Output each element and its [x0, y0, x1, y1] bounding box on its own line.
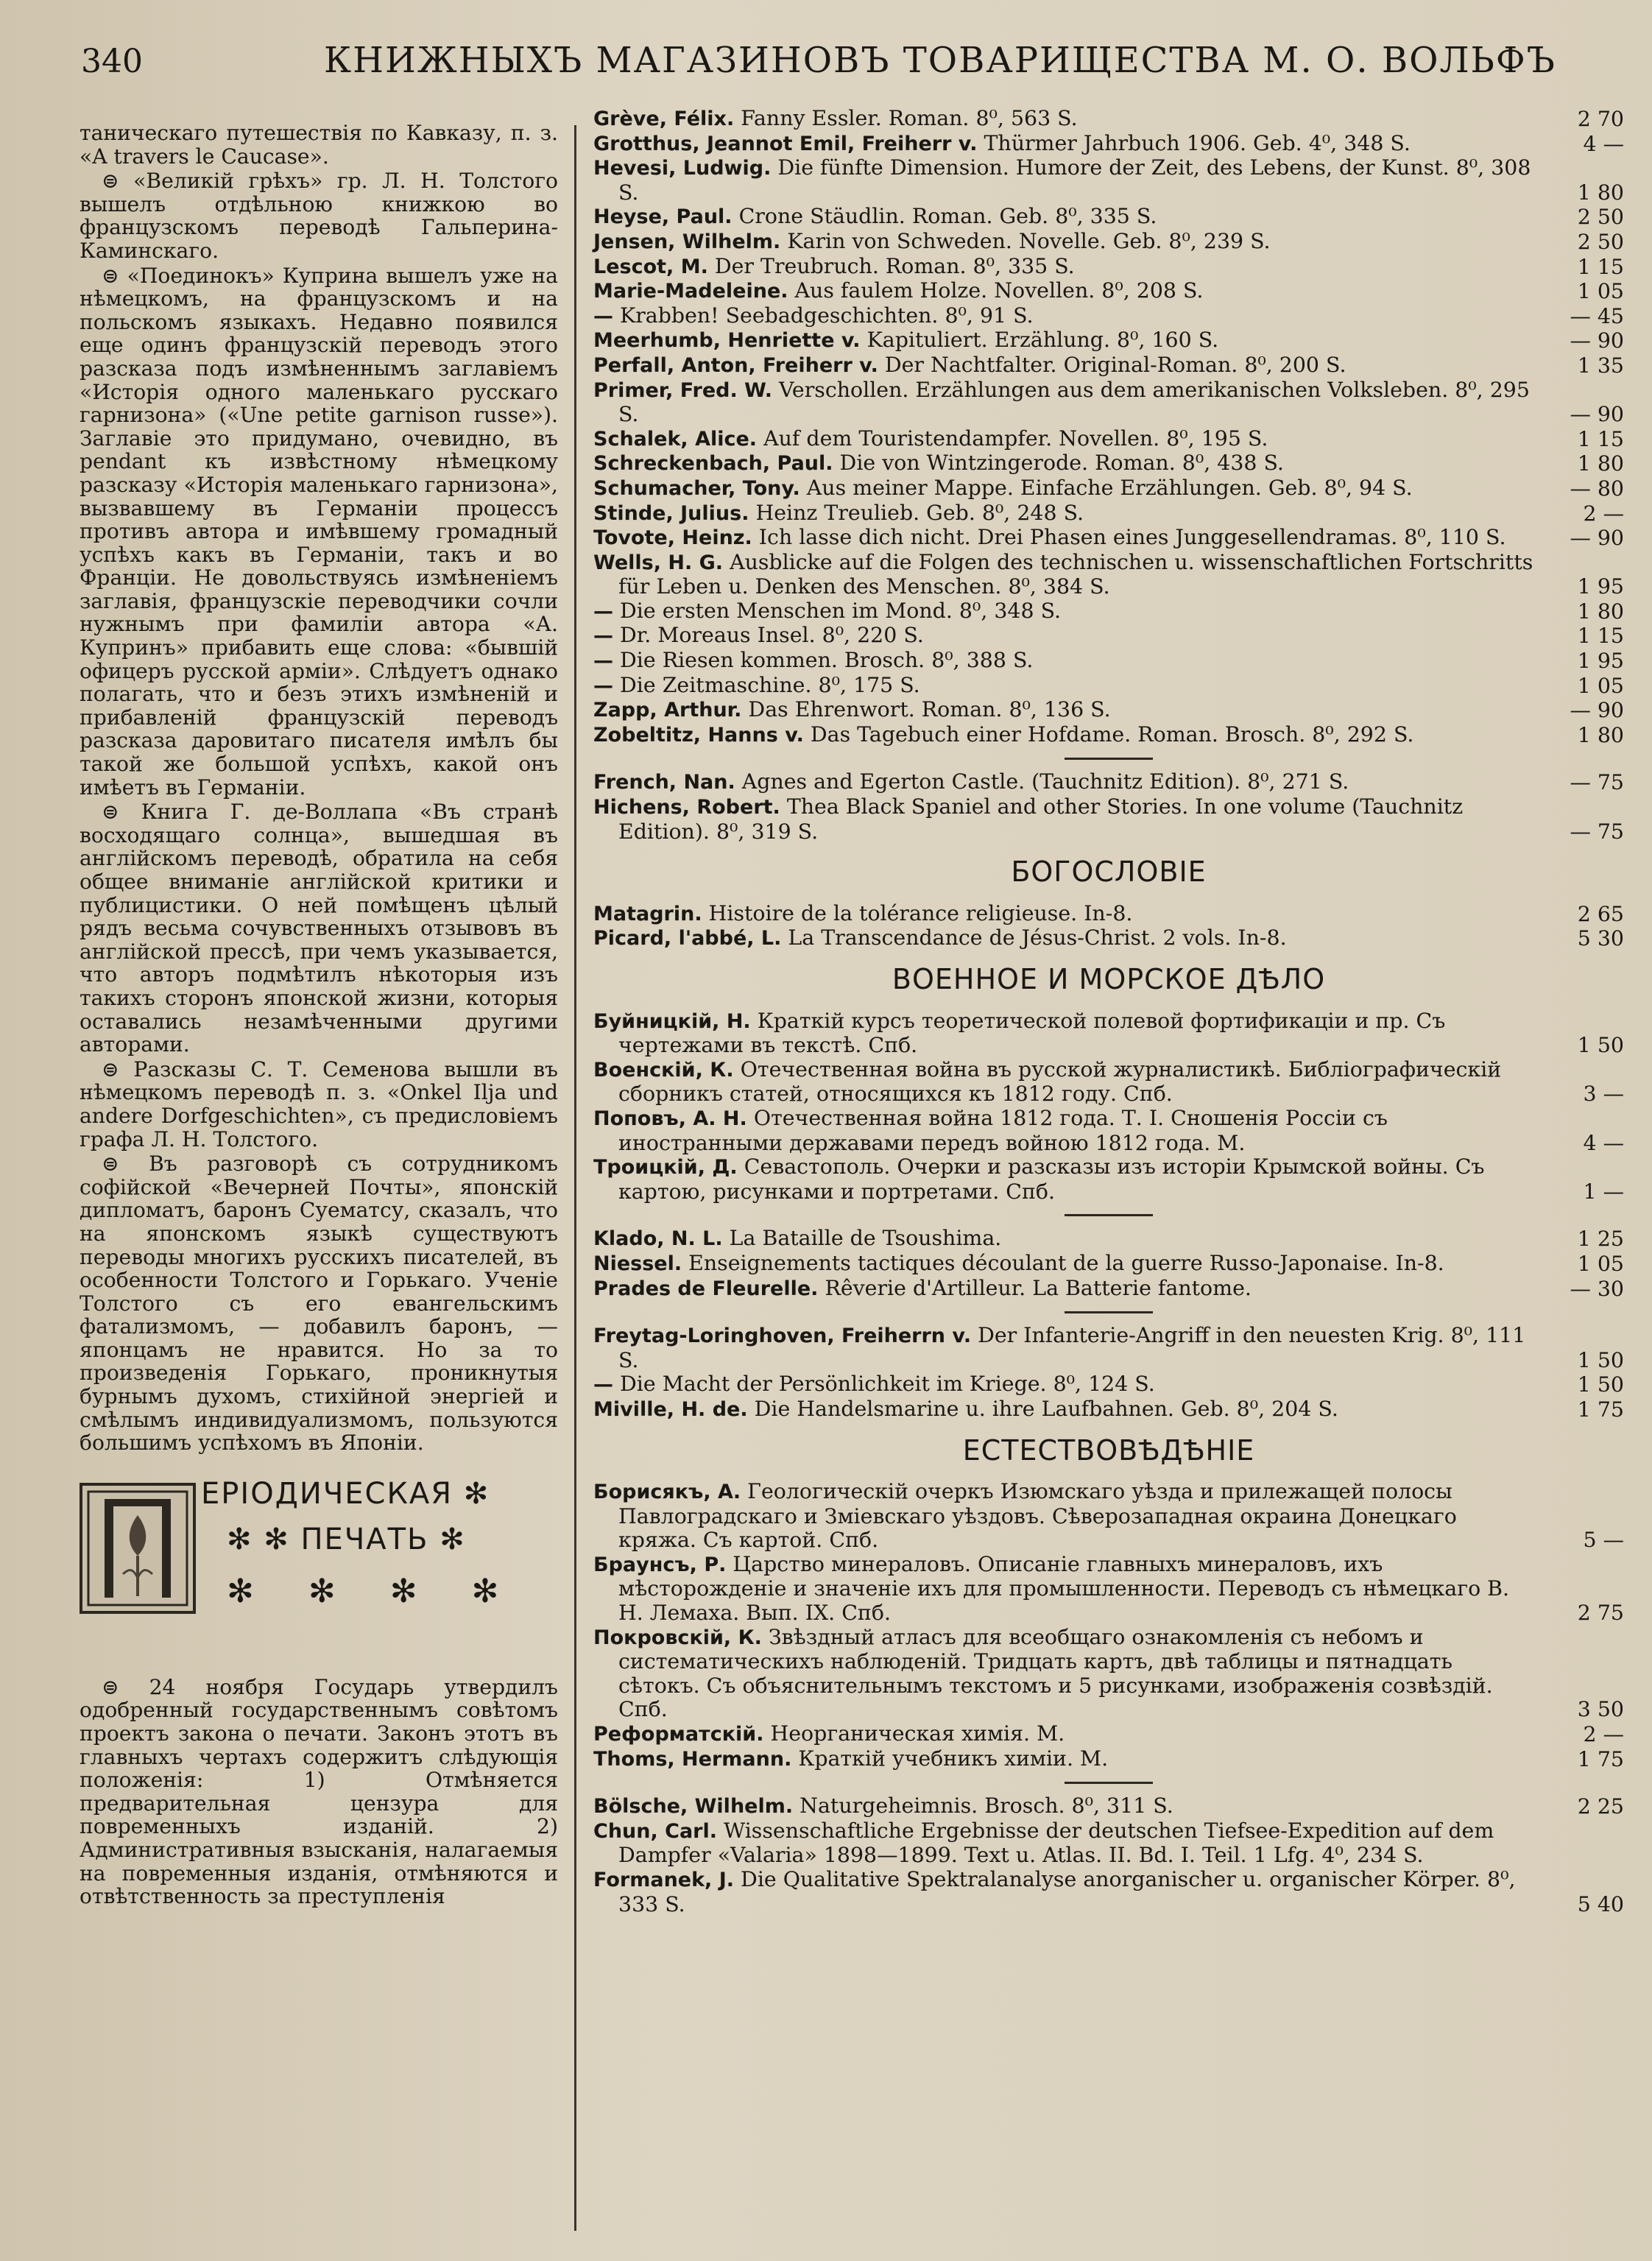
catalog-entry [593, 1252, 1624, 1277]
entry-title: Crone Stäudlin. Roman. Geb. 8⁰, 335 S. [732, 204, 1157, 229]
entry-title: Отечественная война въ русской журналистикѣ. Библіографическій сборникъ статей, относящихся къ 1812 году. Спб. [618, 1057, 1502, 1107]
entry-author: Grève, Félix. [593, 107, 735, 130]
catalog-entry [593, 1819, 1624, 1868]
news-paragraph: ⊜ Книга Г. де-Воллапа «Въ странѣ восходящаго солнца», вышедшая въ англійскомъ переводѣ, обратила на себя общее вниманіе англійской критики и публицистики. О ней помѣщенъ цѣлый рядъ весьма сочувственныхъ отзывовъ въ англійской прессѣ, при чемъ указывается, что авторъ подмѣтилъ нѣкоторыя изъ такихъ сторонъ японской жизни, которыя оставались незамѣченными другими авторами. [80, 800, 558, 1057]
entry-price: 2 — [1583, 1722, 1624, 1747]
catalog-entry [593, 902, 1624, 927]
entry-price: 2 70 [1577, 107, 1624, 131]
military-book-list-fr [593, 1227, 1624, 1301]
periodical-heading-line1: ЕРІОДИЧЕСКАЯ ✻ [201, 1476, 490, 1511]
left-column [80, 121, 558, 1910]
entry-author: Miville, H. de. [593, 1397, 748, 1421]
section-separator [1065, 1214, 1153, 1216]
entry-author: Троицкій, Д. [593, 1156, 738, 1179]
entry-author: Meerhumb, Henriette v. [593, 329, 861, 353]
entry-title: Неорганическая химія. М. [763, 1721, 1065, 1746]
catalog-entry [593, 255, 1624, 280]
entry-price: 2 50 [1577, 229, 1624, 254]
entry-price: 3 50 [1577, 1697, 1624, 1722]
entry-title: Krabben! Seebadgeschichten. 8⁰, 91 S. [613, 303, 1034, 328]
entry-title: Naturgeheimnis. Brosch. 8⁰, 311 S. [793, 1793, 1173, 1819]
catalog-entry [593, 378, 1624, 427]
catalog-entry [593, 1553, 1624, 1626]
right-column [593, 107, 1624, 1916]
catalog-entry [593, 698, 1624, 723]
catalog-entry [593, 770, 1624, 795]
entry-price: — 90 [1570, 526, 1624, 551]
catalog-entry [593, 476, 1624, 501]
entry-title: Verschollen. Erzählungen aus dem amerikanischen Volksleben. 8⁰, 295 S. [618, 377, 1530, 427]
military-book-list-ru [593, 1009, 1624, 1204]
entry-author: Marie-Madeleine. [593, 280, 788, 303]
entry-author: Picard, l'abbé, L. [593, 927, 782, 950]
entry-title: Heinz Treulieb. Geb. 8⁰, 248 S. [749, 500, 1084, 525]
theology-book-list [593, 902, 1624, 951]
entry-title: Звѣздный атласъ для всеобщаго ознакомленія съ небомъ и систематическихъ наблюденій. Тридцать картъ, двѣ таблицы и пятнадцать сѣтокъ. Съ объяснительнымъ текстомъ и 5 рисунками, изображенія созвѣздій. Спб. [618, 1624, 1493, 1722]
entry-author: — [593, 304, 613, 328]
entry-author: Prades de Fleurelle. [593, 1277, 819, 1300]
entry-price: 2 — [1583, 501, 1624, 526]
entry-author: Hevesi, Ludwig. [593, 157, 772, 180]
entry-price: 4 — [1583, 131, 1624, 156]
entry-title: La Transcendance de Jésus-Christ. 2 vols. In-8. [781, 925, 1287, 950]
catalog-entry [593, 723, 1624, 748]
catalog-entry [593, 156, 1624, 205]
entry-price: 4 — [1583, 1130, 1624, 1155]
entry-author: Tovote, Heinz. [593, 526, 752, 550]
entry-author: — [593, 1373, 613, 1397]
entry-title: Dr. Moreaus Insel. 8⁰, 220 S. [613, 623, 924, 648]
entry-price: 2 65 [1577, 901, 1624, 926]
entry-title: Fanny Essler. Roman. 8⁰, 563 S. [734, 106, 1078, 130]
news-paragraph: ⊜ «Великій грѣхъ» гр. Л. Н. Толстого вышелъ отдѣльною книжкою во французскомъ переводѣ Гальперина-Каминскаго. [80, 169, 558, 263]
catalog-entry [593, 526, 1624, 551]
entry-price: 1 15 [1577, 624, 1624, 649]
page-number: 340 [81, 43, 143, 80]
catalog-entry [593, 795, 1624, 844]
english-book-list [593, 770, 1624, 844]
catalog-entry [593, 1009, 1624, 1058]
periodical-heading-line2: ✻ ✻ ПЕЧАТЬ ✻ [227, 1522, 466, 1556]
entry-price: 1 80 [1577, 722, 1624, 747]
catalog-entry [593, 1227, 1624, 1252]
catalog-entry [593, 107, 1624, 132]
science-book-list-de [593, 1794, 1624, 1916]
entry-title: Auf dem Touristendampfer. Novellen. 8⁰, 195 S. [757, 426, 1268, 451]
catalog-entry [593, 1747, 1624, 1772]
entry-title: Die Qualitative Spektralanalyse anorganischer u. organischer Körper. 8⁰, 333 S. [618, 1867, 1516, 1916]
entry-price: 1 — [1583, 1179, 1624, 1204]
entry-title: Краткій курсъ теоретической полевой фортификаціи и пр. Съ чертежами въ текстѣ. Спб. [618, 1008, 1446, 1058]
entry-price: 1 95 [1577, 649, 1624, 674]
entry-price: 5 40 [1577, 1891, 1624, 1916]
entry-price: 1 25 [1577, 1227, 1624, 1252]
entry-price: 1 80 [1577, 180, 1624, 205]
entry-author: Поповъ, А. Н. [593, 1107, 747, 1130]
catalog-entry [593, 1480, 1624, 1553]
entry-price: — 45 [1570, 303, 1624, 328]
entry-price: — 90 [1570, 698, 1624, 723]
entry-author: Schreckenbach, Paul. [593, 452, 833, 476]
catalog-entry [593, 1722, 1624, 1747]
catalog-entry [593, 205, 1624, 230]
entry-author: Zapp, Arthur. [593, 699, 742, 722]
entry-price: 2 75 [1577, 1601, 1624, 1626]
entry-price: 5 — [1583, 1528, 1624, 1553]
news-paragraph: таническаго путешествія по Кавказу, п. з. «A travers le Caucase». [80, 121, 558, 169]
entry-title: Enseignements tactiques découlant de la guerre Russo-Japonaise. In-8. [682, 1250, 1444, 1275]
entry-price: 1 75 [1577, 1397, 1624, 1422]
entry-title: Геологическій очеркъ Изюмскаго уѣзда и прилежащей полосы Павлоградскаго и Зміевскаго уѣздовъ. Сѣверозападная окраина Донецкаго кряжа. Съ картой. Спб. [618, 1479, 1457, 1553]
section-heading-theology: БОГОСЛОВІЕ [1011, 856, 1207, 889]
entry-title: Die von Wintzingerode. Roman. 8⁰, 438 S. [833, 451, 1284, 476]
entry-price: 1 05 [1577, 673, 1624, 698]
entry-title: Das Tagebuch einer Hofdame. Roman. Brosch. 8⁰, 292 S. [803, 722, 1414, 747]
entry-author: Lescot, M. [593, 255, 708, 278]
entry-price: 1 05 [1577, 1251, 1624, 1276]
catalog-entry [593, 1107, 1624, 1155]
entry-price: 1 95 [1577, 574, 1624, 599]
entry-author: Буйницкій, Н. [593, 1009, 751, 1033]
entry-title: Der Treubruch. Roman. 8⁰, 335 S. [707, 253, 1075, 278]
catalog-entry [593, 328, 1624, 353]
entry-author: Покровскій, К. [593, 1626, 762, 1649]
entry-author: — [593, 674, 613, 697]
entry-price: 1 80 [1577, 451, 1624, 476]
catalog-entry [593, 1868, 1624, 1916]
entry-author: Perfall, Anton, Freiherr v. [593, 353, 878, 377]
entry-price: 2 25 [1577, 1794, 1624, 1819]
catalog-entry [593, 1397, 1624, 1422]
military-book-list-de [593, 1324, 1624, 1422]
entry-title: Thürmer Jahrbuch 1906. Geb. 4⁰, 348 S. [977, 130, 1411, 155]
ornamental-initial-p-icon [80, 1483, 196, 1614]
page-header [81, 35, 1627, 87]
entry-title: Der Infanterie-Angriff in den neuesten Krig. 8⁰, 111 S. [618, 1323, 1526, 1372]
entry-author: Niessel. [593, 1252, 682, 1275]
entry-title: Отечественная война 1812 года. Т. I. Сношенія Россіи съ иностранными державами передъ войною 1812 года. М. [618, 1105, 1388, 1155]
entry-price: 2 50 [1577, 205, 1624, 230]
news-paragraph: ⊜ Разсказы С. Т. Семенова вышли въ нѣмецкомъ переводѣ п. з. «Onkel Ilja und andere Dorfgeschichten», съ предисловіемъ графа Л. Н. Толстого. [80, 1057, 558, 1151]
entry-price: 1 05 [1577, 279, 1624, 304]
entry-title: Karin von Schweden. Novelle. Geb. 8⁰, 239 S. [780, 228, 1271, 253]
entry-title: Ich lasse dich nicht. Drei Phasen eines Junggesellendramas. 8⁰, 110 S. [752, 525, 1506, 550]
entry-title: Kapituliert. Erzählung. 8⁰, 160 S. [860, 328, 1219, 353]
catalog-entry [593, 1324, 1624, 1372]
catalog-entry [593, 1058, 1624, 1107]
entry-author: Stinde, Julius. [593, 501, 749, 525]
entry-price: 5 30 [1577, 926, 1624, 951]
entry-title: Wissenschaftliche Ergebnisse der deutschen Tiefsee-Expedition auf dem Dampfer «Valaria» 1898—1899. Text u. Atlas. II. Bd. I. Teil. 1 Lfg. 4⁰, 234 S. [618, 1818, 1494, 1868]
entry-title: Die Riesen kommen. Brosch. 8⁰, 388 S. [613, 648, 1034, 673]
entry-author: Schumacher, Tony. [593, 476, 800, 500]
catalog-entry [593, 674, 1624, 699]
catalog-entry [593, 599, 1624, 624]
news-paragraph: ⊜ «Поединокъ» Куприна вышелъ уже на нѣмецкомъ, на французскомъ и на польскомъ языкахъ. Недавно появился еще одинъ французскій переводъ этого разсказа подъ измѣненнымъ заглавіемъ «Исторія одного маленькаго русскаго гарнизона» («Une petite garnison russe»). Заглавіе это придумано, очевидно, въ pendant къ извѣстному нѣмецкому разсказу «Исторія маленькаго гарнизона», вызвавшему въ Германіи процессъ противъ автора и имѣвшему громадный успѣхъ какъ въ Германіи, такъ и во Франціи. Не довольствуясь измѣненіемъ заглавія, французскіе переводчики сочли нужнымъ при фамиліи автора «А. Купринъ» прибавить еще слова: «бывшій офицеръ русской арміи». Слѣдуетъ однако полагать, что и безъ этихъ измѣненій и прибавленій французскій переводъ разсказа даровитаго писателя имѣлъ бы такой же большой успѣхъ, какой онъ имѣетъ въ Германіи. [80, 263, 558, 800]
section-separator [1065, 1782, 1153, 1784]
entry-author: Chun, Carl. [593, 1819, 717, 1843]
entry-author: Борисякъ, А. [593, 1481, 741, 1504]
entry-author: Formanek, J. [593, 1869, 735, 1891]
entry-title: La Bataille de Tsoushima. [722, 1226, 1002, 1251]
entry-author: Heyse, Paul. [593, 205, 733, 229]
running-title: КНИЖНЫХЪ МАГАЗИНОВЪ ТОВАРИЩЕСТВА М. О. ВОЛЬФЪ [324, 40, 1556, 81]
catalog-entry [593, 649, 1624, 674]
entry-price: 1 50 [1577, 1347, 1624, 1372]
entry-author: French, Nan. [593, 771, 735, 794]
catalog-entry [593, 427, 1624, 452]
entry-title: Das Ehrenwort. Roman. 8⁰, 136 S. [741, 697, 1111, 722]
entry-author: Hichens, Robert. [593, 796, 780, 819]
section-separator [1065, 758, 1153, 760]
entry-title: Der Nachtfalter. Original-Roman. 8⁰, 200 S. [878, 352, 1346, 377]
catalog-entry [593, 304, 1624, 329]
entry-author: Grotthus, Jeannot Emil, Freiherr v. [593, 132, 978, 155]
entry-price: 1 15 [1577, 426, 1624, 451]
catalog-entry [593, 230, 1624, 255]
entry-price: 1 75 [1577, 1746, 1624, 1771]
entry-title: Севастополь. Очерки и разсказы изъ исторіи Крымской войны. Съ картою, рисунками и портретами. Спб. [618, 1154, 1485, 1204]
science-book-list-ru [593, 1480, 1624, 1771]
entry-author: Jensen, Wilhelm. [593, 230, 781, 253]
entry-title: Aus meiner Mappe. Einfache Erzählungen. Geb. 8⁰, 94 S. [799, 475, 1413, 500]
entry-author: Matagrin. [593, 902, 702, 925]
entry-title: Aus faulem Holze. Novellen. 8⁰, 208 S. [788, 278, 1204, 303]
periodical-heading-line3: ✻ ✻ ✻ ✻ [227, 1572, 521, 1610]
entry-author: Wells, H. G. [593, 551, 724, 574]
entry-title: Краткій учебникъ химіи. М. [791, 1746, 1109, 1771]
catalog-entry [593, 624, 1624, 649]
entry-author: — [593, 649, 613, 673]
entry-price: 1 50 [1577, 1372, 1624, 1397]
catalog-entry [593, 279, 1624, 304]
catalog-entry [593, 132, 1624, 157]
periodical-heading [80, 1477, 558, 1661]
entry-price: 1 80 [1577, 599, 1624, 624]
entry-title: Histoire de la tolérance religieuse. In-8. [702, 900, 1133, 925]
entry-price: — 75 [1570, 819, 1624, 844]
catalog-entry [593, 551, 1624, 599]
entry-author: Primer, Fred. W. [593, 378, 772, 402]
entry-author: Bölsche, Wilhelm. [593, 1795, 794, 1819]
entry-title: Rêverie d'Artilleur. La Batterie fantome. [818, 1275, 1252, 1300]
entry-title: Die Handelsmarine u. ihre Laufbahnen. Geb. 8⁰, 204 S. [747, 1396, 1338, 1421]
catalog-entry [593, 1626, 1624, 1722]
news-paragraph: ⊜ Въ разговорѣ съ сотрудникомъ софійской «Вечерней Почты», японскій дипломатъ, баронъ Суематсу, сказалъ, что на японскомъ языкѣ существуютъ переводы многихъ русскихъ писателей, въ особенности Толстого и Горькаго. Ученіе Толстого съ его евангельскимъ фатализмомъ, — добавилъ баронъ, — японцамъ не нравится. Но за то произведенія Горькаго, проникнутыя бурнымъ духомъ, стихійной энергіей и смѣлымъ индивидуализмомъ, пользуются большимъ успѣхомъ въ Японіи. [80, 1151, 558, 1456]
entry-author: Schalek, Alice. [593, 427, 758, 451]
section-heading-military: ВОЕННОЕ И МОРСКОЕ ДѢЛО [892, 963, 1326, 995]
entry-price: — 90 [1570, 328, 1624, 353]
catalog-entry [593, 1155, 1624, 1204]
entry-title: Agnes and Egerton Castle. (Tauchnitz Edition). 8⁰, 271 S. [735, 769, 1349, 794]
entry-price: 1 35 [1577, 353, 1624, 378]
entry-author: Klado, N. L. [593, 1227, 723, 1251]
entry-price: — 90 [1570, 402, 1624, 427]
entry-author: Thoms, Hermann. [593, 1747, 792, 1771]
entry-title: Thea Black Spaniel and other Stories. In one volume (Tauchnitz Edition). 8⁰, 319 S. [618, 794, 1464, 844]
entry-title: Царство минераловъ. Описаніе главныхъ минераловъ, ихъ мѣсторожденіе и значеніе ихъ для промышленности. Переводъ съ нѣмецкаго В. Н. Лемаха. Вып. IX. Спб. [618, 1551, 1510, 1626]
entry-price: — 30 [1570, 1276, 1624, 1301]
catalog-entry [593, 353, 1624, 378]
entry-author: Zobeltitz, Hanns v. [593, 723, 804, 747]
entry-title: Die Zeitmaschine. 8⁰, 175 S. [613, 672, 920, 697]
entry-price: — 75 [1570, 770, 1624, 795]
entry-title: Ausblicke auf die Folgen des technischen u. wissenschaftlichen Fortschritts für Leben u. Denken des Menschen. 8⁰, 384 S. [618, 549, 1533, 599]
catalog-entry [593, 1277, 1624, 1302]
entry-title: Die fünfte Dimension. Humore der Zeit, des Lebens, der Kunst. 8⁰, 308 S. [618, 155, 1531, 205]
entry-title: Die ersten Menschen im Mond. 8⁰, 348 S. [613, 598, 1062, 623]
entry-price: — 80 [1570, 476, 1624, 501]
section-heading-science: ЕСТЕСТВОВѢДѢНІЕ [962, 1433, 1255, 1467]
entry-price: 1 50 [1577, 1033, 1624, 1058]
entry-title: Die Macht der Persönlichkeit im Kriege. 8⁰, 124 S. [613, 1372, 1155, 1397]
column-divider [574, 125, 576, 2231]
catalog-entry [593, 926, 1624, 951]
entry-author: — [593, 624, 613, 648]
entry-author: Браунсъ, Р. [593, 1553, 727, 1576]
entry-author: Реформатскій. [593, 1723, 764, 1746]
german-book-list [593, 107, 1624, 747]
periodical-paragraph: ⊜ 24 ноября Государь утвердилъ одобренный государственнымъ совѣтомъ проектъ закона о печати. Законъ этотъ въ главныхъ чертахъ содержитъ слѣдующія положенія: 1) Отмѣняется предварительная цензура для повременныхъ изданій. 2) Административныя взысканія, налагаемыя на повременныя изданія, отмѣняются и отвѣтственность за преступленія [80, 1674, 558, 1909]
catalog-entry [593, 451, 1624, 476]
entry-price: 1 15 [1577, 254, 1624, 279]
section-separator [1065, 1311, 1153, 1313]
catalog-entry [593, 501, 1624, 526]
catalog-entry [593, 1794, 1624, 1819]
entry-author: Военскій, К. [593, 1058, 734, 1082]
catalog-entry [593, 1372, 1624, 1397]
entry-price: 3 — [1583, 1082, 1624, 1107]
entry-author: Freytag-Loringhoven, Freiherrn v. [593, 1324, 972, 1348]
entry-author: — [593, 599, 613, 623]
